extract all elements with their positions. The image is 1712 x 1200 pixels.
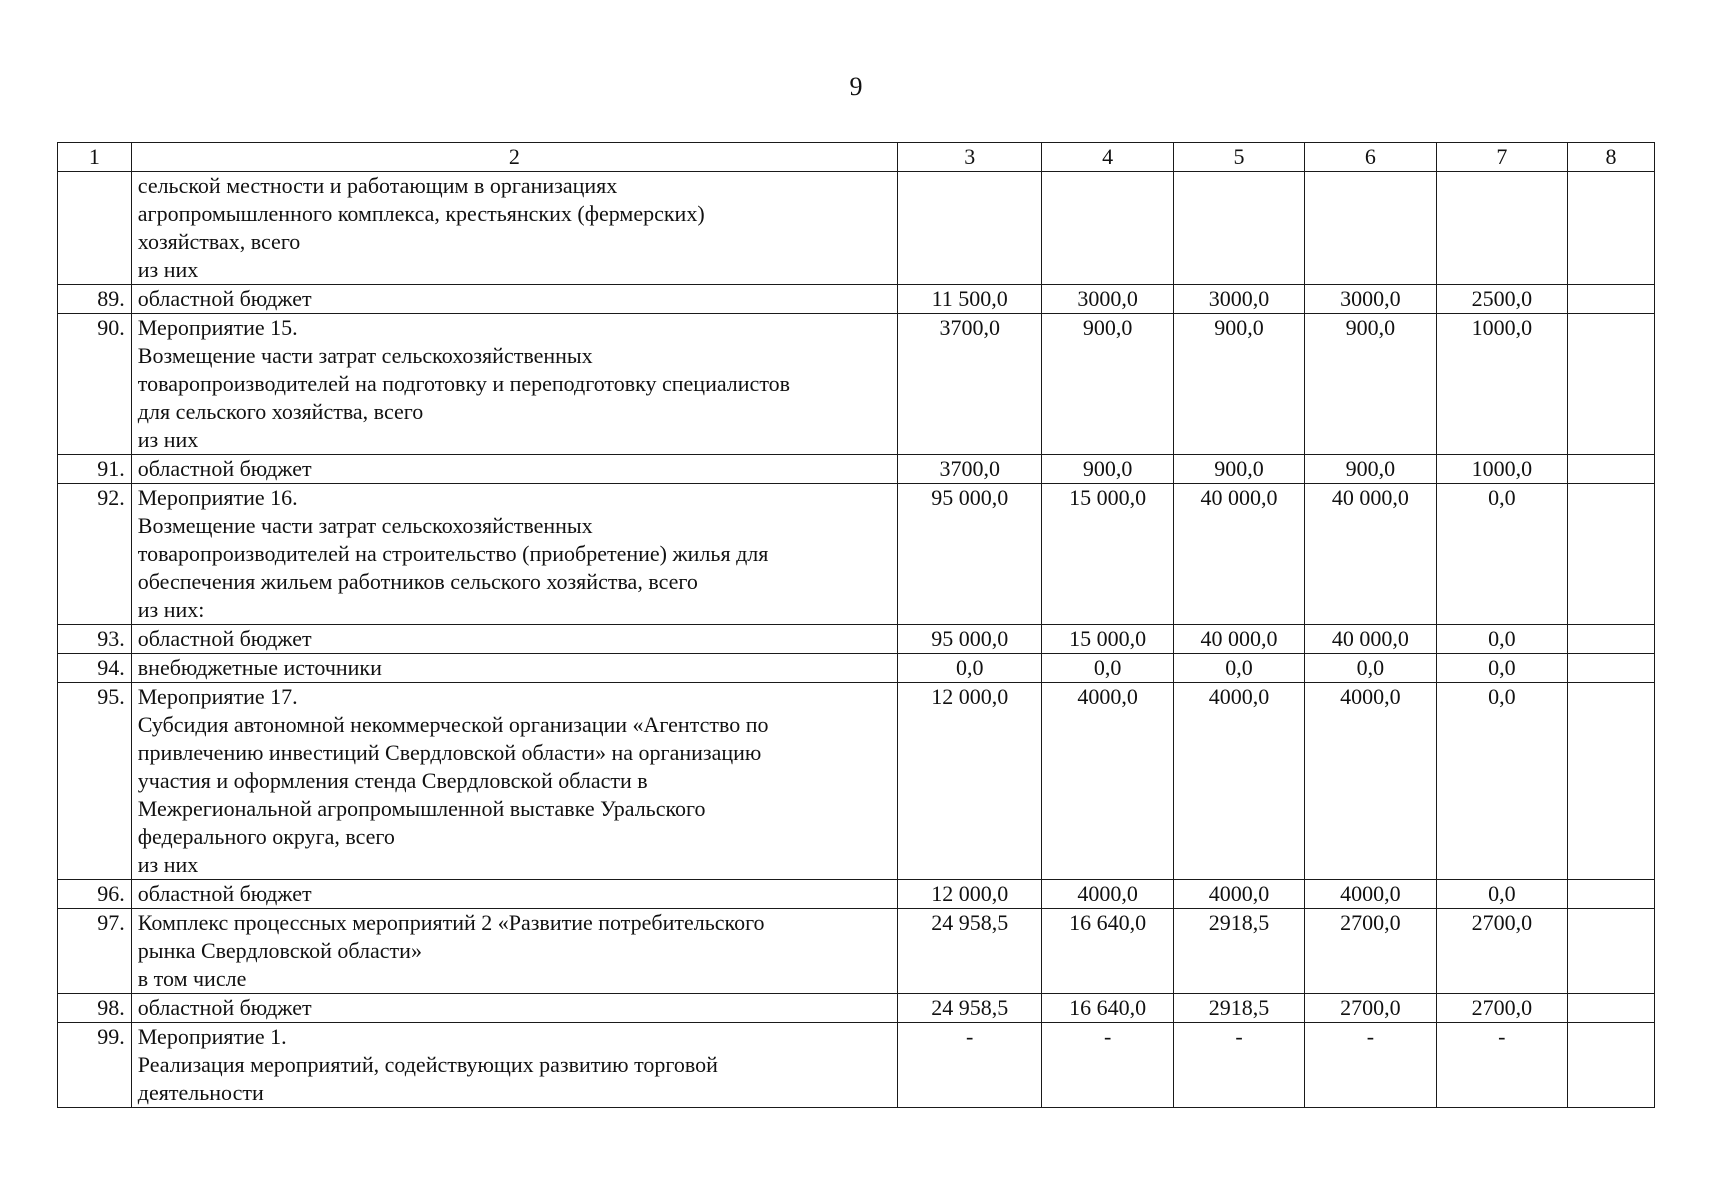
row-description	[131, 994, 897, 1023]
value-cell-col7: 0,0	[1436, 625, 1567, 654]
value-cell-col4: -	[1042, 1023, 1173, 1108]
value-cell-col3: 12 000,0	[897, 683, 1042, 880]
value-cell-col6: 0,0	[1305, 654, 1436, 683]
value-cell-col3: -	[897, 1023, 1042, 1108]
description-line: Мероприятие 1.	[137, 1024, 287, 1049]
description-line: рынка Свердловской области»	[137, 938, 422, 963]
value-cell-col3: 24 958,5	[897, 994, 1042, 1023]
description-line: товаропроизводителей на строительство (приобретение) жилья для	[137, 541, 769, 566]
value-cell-col8	[1568, 994, 1655, 1023]
description-line: обеспечения жильем работников сельского хозяйства, всего	[137, 569, 698, 594]
description-line: областной бюджет	[137, 626, 312, 651]
row-number: 95.	[58, 683, 132, 880]
description-line: Возмещение части затрат сельскохозяйственных	[137, 513, 593, 538]
table-row	[58, 683, 1655, 880]
value-cell-col8	[1568, 909, 1655, 994]
description-line: Мероприятие 16.	[137, 485, 298, 510]
row-description	[131, 683, 897, 880]
description-line: областной бюджет	[137, 456, 312, 481]
value-cell-col8	[1568, 1023, 1655, 1108]
value-cell-col6: -	[1305, 1023, 1436, 1108]
description-line: из них:	[137, 597, 205, 622]
header-cell: 6	[1305, 143, 1436, 172]
value-cell-col4: 15 000,0	[1042, 625, 1173, 654]
table-row	[58, 654, 1655, 683]
table-row	[58, 1023, 1655, 1108]
value-cell-col8	[1568, 484, 1655, 625]
row-description	[131, 625, 897, 654]
header-cell: 3	[897, 143, 1042, 172]
description-line: агропромышленного комплекса, крестьянских (фермерских)	[137, 201, 705, 226]
value-cell-col5: 2918,5	[1173, 909, 1304, 994]
description-line: Межрегиональной агропромышленной выставке Уральского	[137, 796, 706, 821]
description-line: Субсидия автономной некоммерческой организации «Агентство по	[137, 712, 769, 737]
value-cell-col4: 0,0	[1042, 654, 1173, 683]
value-cell-col6: 40 000,0	[1305, 484, 1436, 625]
value-cell-col7: 0,0	[1436, 683, 1567, 880]
value-cell-col6: 40 000,0	[1305, 625, 1436, 654]
header-cell: 2	[131, 143, 897, 172]
value-cell-col4: 15 000,0	[1042, 484, 1173, 625]
table-row	[58, 285, 1655, 314]
value-cell-col3: 95 000,0	[897, 484, 1042, 625]
table-row	[58, 909, 1655, 994]
value-cell-col3	[897, 172, 1042, 285]
value-cell-col4: 4000,0	[1042, 683, 1173, 880]
value-cell-col7: 0,0	[1436, 484, 1567, 625]
table-row	[58, 880, 1655, 909]
value-cell-col7: 2500,0	[1436, 285, 1567, 314]
value-cell-col4: 900,0	[1042, 314, 1173, 455]
description-line: Мероприятие 15.	[137, 315, 298, 340]
row-description	[131, 484, 897, 625]
value-cell-col7: 2700,0	[1436, 994, 1567, 1023]
value-cell-col6: 3000,0	[1305, 285, 1436, 314]
value-cell-col4: 4000,0	[1042, 880, 1173, 909]
value-cell-col4: 16 640,0	[1042, 909, 1173, 994]
row-description	[131, 455, 897, 484]
description-line: Мероприятие 17.	[137, 684, 298, 709]
row-number: 89.	[58, 285, 132, 314]
header-cell: 5	[1173, 143, 1304, 172]
value-cell-col6	[1305, 172, 1436, 285]
row-number: 93.	[58, 625, 132, 654]
value-cell-col7	[1436, 172, 1567, 285]
value-cell-col7: 1000,0	[1436, 314, 1567, 455]
description-line: областной бюджет	[137, 881, 312, 906]
value-cell-col7: 0,0	[1436, 880, 1567, 909]
value-cell-col8	[1568, 314, 1655, 455]
value-cell-col7: 2700,0	[1436, 909, 1567, 994]
value-cell-col7: 1000,0	[1436, 455, 1567, 484]
table-row	[58, 994, 1655, 1023]
row-description	[131, 172, 897, 285]
header-cell: 7	[1436, 143, 1567, 172]
value-cell-col5: 4000,0	[1173, 683, 1304, 880]
table-row	[58, 625, 1655, 654]
row-number: 91.	[58, 455, 132, 484]
description-line: товаропроизводителей на подготовку и переподготовку специалистов	[137, 371, 791, 396]
description-line: Возмещение части затрат сельскохозяйственных	[137, 343, 593, 368]
description-line: внебюджетные источники	[137, 655, 382, 680]
row-number: 99.	[58, 1023, 132, 1108]
value-cell-col4	[1042, 172, 1173, 285]
description-line: из них	[137, 257, 199, 282]
description-line: Реализация мероприятий, содействующих развитию торговой	[137, 1052, 718, 1077]
description-line: для сельского хозяйства, всего	[137, 399, 424, 424]
description-line: привлечению инвестиций Свердловской области» на организацию	[137, 740, 762, 765]
description-line: из них	[137, 852, 199, 877]
value-cell-col4: 16 640,0	[1042, 994, 1173, 1023]
description-line: из них	[137, 427, 199, 452]
table-row	[58, 314, 1655, 455]
value-cell-col8	[1568, 654, 1655, 683]
row-description	[131, 314, 897, 455]
value-cell-col3: 3700,0	[897, 455, 1042, 484]
header-cell: 4	[1042, 143, 1173, 172]
value-cell-col8	[1568, 455, 1655, 484]
description-line: областной бюджет	[137, 286, 312, 311]
value-cell-col3: 24 958,5	[897, 909, 1042, 994]
page-number: 9	[849, 72, 863, 101]
value-cell-col5: 40 000,0	[1173, 625, 1304, 654]
table-row	[58, 455, 1655, 484]
value-cell-col8	[1568, 285, 1655, 314]
value-cell-col5: 900,0	[1173, 314, 1304, 455]
value-cell-col3: 95 000,0	[897, 625, 1042, 654]
description-line: федерального округа, всего	[137, 824, 395, 849]
value-cell-col7: -	[1436, 1023, 1567, 1108]
row-number: 98.	[58, 994, 132, 1023]
row-number: 92.	[58, 484, 132, 625]
value-cell-col4: 900,0	[1042, 455, 1173, 484]
value-cell-col3: 0,0	[897, 654, 1042, 683]
table-row	[58, 484, 1655, 625]
value-cell-col6: 900,0	[1305, 314, 1436, 455]
row-number: 97.	[58, 909, 132, 994]
header-cell: 1	[58, 143, 132, 172]
value-cell-col5	[1173, 172, 1304, 285]
table-body	[58, 172, 1655, 1108]
description-line: Комплекс процессных мероприятий 2 «Развитие потребительского	[137, 910, 765, 935]
table-row	[58, 172, 1655, 285]
value-cell-col3: 11 500,0	[897, 285, 1042, 314]
row-number: 96.	[58, 880, 132, 909]
value-cell-col6: 900,0	[1305, 455, 1436, 484]
header-cell: 8	[1568, 143, 1655, 172]
description-line: в том числе	[137, 966, 247, 991]
value-cell-col8	[1568, 172, 1655, 285]
value-cell-col6: 2700,0	[1305, 994, 1436, 1023]
value-cell-col5: 40 000,0	[1173, 484, 1304, 625]
description-line: областной бюджет	[137, 995, 312, 1020]
row-description	[131, 285, 897, 314]
description-line: участия и оформления стенда Свердловской области в	[137, 768, 648, 793]
row-description	[131, 909, 897, 994]
row-description	[131, 1023, 897, 1108]
value-cell-col6: 4000,0	[1305, 880, 1436, 909]
value-cell-col3: 3700,0	[897, 314, 1042, 455]
row-description	[131, 654, 897, 683]
value-cell-col5: 4000,0	[1173, 880, 1304, 909]
value-cell-col8	[1568, 683, 1655, 880]
header-row	[58, 143, 1655, 172]
value-cell-col5: 900,0	[1173, 455, 1304, 484]
value-cell-col4: 3000,0	[1042, 285, 1173, 314]
row-number: 94.	[58, 654, 132, 683]
value-cell-col8	[1568, 625, 1655, 654]
value-cell-col6: 2700,0	[1305, 909, 1436, 994]
value-cell-col6: 4000,0	[1305, 683, 1436, 880]
value-cell-col5: -	[1173, 1023, 1304, 1108]
row-description	[131, 880, 897, 909]
value-cell-col5: 3000,0	[1173, 285, 1304, 314]
value-cell-col3: 12 000,0	[897, 880, 1042, 909]
budget-table	[57, 142, 1655, 1108]
value-cell-col5: 2918,5	[1173, 994, 1304, 1023]
value-cell-col8	[1568, 880, 1655, 909]
value-cell-col5: 0,0	[1173, 654, 1304, 683]
row-number	[58, 172, 132, 285]
description-line: хозяйствах, всего	[137, 229, 301, 254]
value-cell-col7: 0,0	[1436, 654, 1567, 683]
description-line: деятельности	[137, 1080, 264, 1105]
row-number: 90.	[58, 314, 132, 455]
description-line: сельской местности и работающим в организациях	[137, 173, 618, 198]
